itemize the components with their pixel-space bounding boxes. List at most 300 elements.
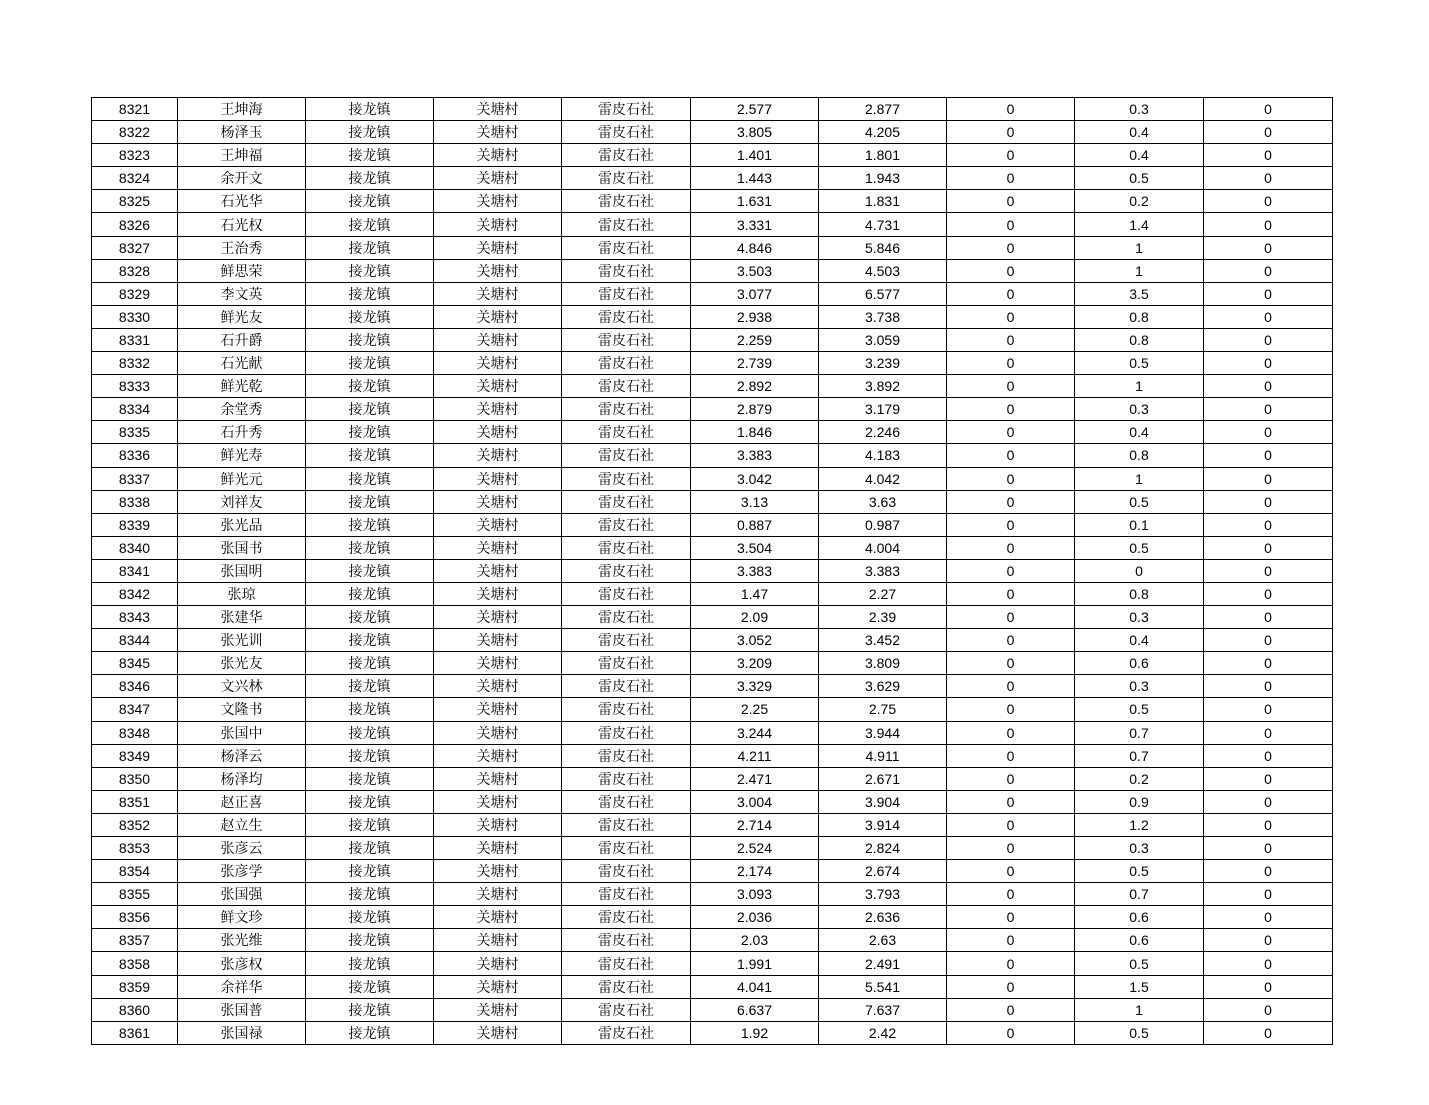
group-cell: 雷皮石社 <box>562 675 691 698</box>
group-cell: 雷皮石社 <box>562 606 691 629</box>
name-cell: 石光权 <box>178 213 306 236</box>
value-b-cell: 5.541 <box>819 975 947 998</box>
group-cell: 雷皮石社 <box>562 883 691 906</box>
name-cell: 杨泽玉 <box>178 121 306 144</box>
table-row <box>92 305 1333 328</box>
id-cell: 8324 <box>92 167 178 190</box>
id-cell: 8355 <box>92 883 178 906</box>
village-cell: 关塘村 <box>434 790 562 813</box>
value-e-cell: 0 <box>1204 305 1333 328</box>
group-cell: 雷皮石社 <box>562 698 691 721</box>
value-c-cell: 0 <box>947 421 1075 444</box>
value-a-cell: 2.577 <box>691 98 819 121</box>
village-cell: 关塘村 <box>434 421 562 444</box>
id-cell: 8329 <box>92 282 178 305</box>
value-a-cell: 4.041 <box>691 975 819 998</box>
group-cell: 雷皮石社 <box>562 952 691 975</box>
table-row <box>92 629 1333 652</box>
name-cell: 王坤福 <box>178 144 306 167</box>
value-c-cell: 0 <box>947 929 1075 952</box>
value-d-cell: 0.5 <box>1075 352 1204 375</box>
village-cell: 关塘村 <box>434 167 562 190</box>
table-row <box>92 190 1333 213</box>
value-b-cell: 3.809 <box>819 652 947 675</box>
village-cell: 关塘村 <box>434 606 562 629</box>
value-e-cell: 0 <box>1204 213 1333 236</box>
id-cell: 8356 <box>92 906 178 929</box>
village-cell: 关塘村 <box>434 813 562 836</box>
value-e-cell: 0 <box>1204 675 1333 698</box>
id-cell: 8326 <box>92 213 178 236</box>
value-a-cell: 3.004 <box>691 790 819 813</box>
village-cell: 关塘村 <box>434 698 562 721</box>
value-a-cell: 3.042 <box>691 467 819 490</box>
value-c-cell: 0 <box>947 536 1075 559</box>
table-row <box>92 98 1333 121</box>
value-e-cell: 0 <box>1204 236 1333 259</box>
value-e-cell: 0 <box>1204 929 1333 952</box>
group-cell: 雷皮石社 <box>562 629 691 652</box>
id-cell: 8334 <box>92 398 178 421</box>
value-d-cell: 0.7 <box>1075 744 1204 767</box>
town-cell: 接龙镇 <box>306 536 434 559</box>
name-cell: 张光维 <box>178 929 306 952</box>
value-c-cell: 0 <box>947 675 1075 698</box>
value-d-cell: 0.1 <box>1075 513 1204 536</box>
group-cell: 雷皮石社 <box>562 790 691 813</box>
value-c-cell: 0 <box>947 975 1075 998</box>
value-b-cell: 3.383 <box>819 559 947 582</box>
id-cell: 8321 <box>92 98 178 121</box>
value-a-cell: 3.329 <box>691 675 819 698</box>
value-e-cell: 0 <box>1204 606 1333 629</box>
id-cell: 8349 <box>92 744 178 767</box>
id-cell: 8351 <box>92 790 178 813</box>
table-row <box>92 490 1333 513</box>
id-cell: 8344 <box>92 629 178 652</box>
town-cell: 接龙镇 <box>306 467 434 490</box>
id-cell: 8359 <box>92 975 178 998</box>
value-e-cell: 0 <box>1204 421 1333 444</box>
town-cell: 接龙镇 <box>306 190 434 213</box>
name-cell: 鲜光寿 <box>178 444 306 467</box>
id-cell: 8347 <box>92 698 178 721</box>
table-row <box>92 467 1333 490</box>
id-cell: 8330 <box>92 305 178 328</box>
value-a-cell: 4.846 <box>691 236 819 259</box>
name-cell: 张光友 <box>178 652 306 675</box>
value-e-cell: 0 <box>1204 98 1333 121</box>
group-cell: 雷皮石社 <box>562 744 691 767</box>
value-c-cell: 0 <box>947 837 1075 860</box>
value-a-cell: 2.03 <box>691 929 819 952</box>
name-cell: 张建华 <box>178 606 306 629</box>
value-c-cell: 0 <box>947 629 1075 652</box>
village-cell: 关塘村 <box>434 282 562 305</box>
value-b-cell: 1.943 <box>819 167 947 190</box>
id-cell: 8350 <box>92 767 178 790</box>
value-b-cell: 6.577 <box>819 282 947 305</box>
name-cell: 张国明 <box>178 559 306 582</box>
name-cell: 鲜光友 <box>178 305 306 328</box>
value-e-cell: 0 <box>1204 998 1333 1021</box>
value-a-cell: 4.211 <box>691 744 819 767</box>
group-cell: 雷皮石社 <box>562 352 691 375</box>
name-cell: 张彦云 <box>178 837 306 860</box>
data-table <box>91 97 1333 1045</box>
value-b-cell: 4.731 <box>819 213 947 236</box>
name-cell: 张彦权 <box>178 952 306 975</box>
town-cell: 接龙镇 <box>306 929 434 952</box>
village-cell: 关塘村 <box>434 582 562 605</box>
value-b-cell: 2.491 <box>819 952 947 975</box>
value-b-cell: 4.911 <box>819 744 947 767</box>
value-b-cell: 3.892 <box>819 375 947 398</box>
table-body <box>92 98 1333 1045</box>
value-b-cell: 3.904 <box>819 790 947 813</box>
value-b-cell: 2.39 <box>819 606 947 629</box>
id-cell: 8336 <box>92 444 178 467</box>
value-d-cell: 1.4 <box>1075 213 1204 236</box>
name-cell: 鲜文珍 <box>178 906 306 929</box>
value-a-cell: 1.92 <box>691 1021 819 1044</box>
group-cell: 雷皮石社 <box>562 860 691 883</box>
name-cell: 石光献 <box>178 352 306 375</box>
town-cell: 接龙镇 <box>306 167 434 190</box>
village-cell: 关塘村 <box>434 121 562 144</box>
town-cell: 接龙镇 <box>306 236 434 259</box>
village-cell: 关塘村 <box>434 236 562 259</box>
group-cell: 雷皮石社 <box>562 167 691 190</box>
value-d-cell: 0.5 <box>1075 490 1204 513</box>
value-c-cell: 0 <box>947 906 1075 929</box>
id-cell: 8338 <box>92 490 178 513</box>
village-cell: 关塘村 <box>434 837 562 860</box>
value-b-cell: 3.738 <box>819 305 947 328</box>
value-c-cell: 0 <box>947 444 1075 467</box>
name-cell: 鲜光元 <box>178 467 306 490</box>
value-c-cell: 0 <box>947 883 1075 906</box>
value-b-cell: 7.637 <box>819 998 947 1021</box>
value-b-cell: 1.801 <box>819 144 947 167</box>
name-cell: 张光训 <box>178 629 306 652</box>
name-cell: 余祥华 <box>178 975 306 998</box>
value-e-cell: 0 <box>1204 790 1333 813</box>
group-cell: 雷皮石社 <box>562 813 691 836</box>
group-cell: 雷皮石社 <box>562 490 691 513</box>
town-cell: 接龙镇 <box>306 559 434 582</box>
group-cell: 雷皮石社 <box>562 582 691 605</box>
value-e-cell: 0 <box>1204 559 1333 582</box>
value-c-cell: 0 <box>947 813 1075 836</box>
id-cell: 8332 <box>92 352 178 375</box>
value-d-cell: 0.5 <box>1075 860 1204 883</box>
village-cell: 关塘村 <box>434 259 562 282</box>
value-e-cell: 0 <box>1204 328 1333 351</box>
town-cell: 接龙镇 <box>306 213 434 236</box>
value-b-cell: 3.452 <box>819 629 947 652</box>
id-cell: 8353 <box>92 837 178 860</box>
town-cell: 接龙镇 <box>306 98 434 121</box>
value-e-cell: 0 <box>1204 467 1333 490</box>
value-a-cell: 3.13 <box>691 490 819 513</box>
town-cell: 接龙镇 <box>306 444 434 467</box>
table-row <box>92 860 1333 883</box>
value-d-cell: 0.8 <box>1075 582 1204 605</box>
id-cell: 8327 <box>92 236 178 259</box>
group-cell: 雷皮石社 <box>562 144 691 167</box>
village-cell: 关塘村 <box>434 675 562 698</box>
value-c-cell: 0 <box>947 352 1075 375</box>
value-c-cell: 0 <box>947 790 1075 813</box>
value-e-cell: 0 <box>1204 490 1333 513</box>
group-cell: 雷皮石社 <box>562 721 691 744</box>
value-b-cell: 3.944 <box>819 721 947 744</box>
name-cell: 余开文 <box>178 167 306 190</box>
value-a-cell: 3.052 <box>691 629 819 652</box>
id-cell: 8335 <box>92 421 178 444</box>
group-cell: 雷皮石社 <box>562 559 691 582</box>
village-cell: 关塘村 <box>434 98 562 121</box>
value-d-cell: 0.5 <box>1075 1021 1204 1044</box>
value-b-cell: 2.42 <box>819 1021 947 1044</box>
group-cell: 雷皮石社 <box>562 305 691 328</box>
table-row <box>92 259 1333 282</box>
town-cell: 接龙镇 <box>306 513 434 536</box>
table-row <box>92 444 1333 467</box>
village-cell: 关塘村 <box>434 398 562 421</box>
group-cell: 雷皮石社 <box>562 375 691 398</box>
town-cell: 接龙镇 <box>306 1021 434 1044</box>
name-cell: 石光华 <box>178 190 306 213</box>
value-c-cell: 0 <box>947 513 1075 536</box>
village-cell: 关塘村 <box>434 860 562 883</box>
value-a-cell: 2.09 <box>691 606 819 629</box>
group-cell: 雷皮石社 <box>562 906 691 929</box>
value-a-cell: 3.209 <box>691 652 819 675</box>
value-b-cell: 4.503 <box>819 259 947 282</box>
group-cell: 雷皮石社 <box>562 652 691 675</box>
value-c-cell: 0 <box>947 721 1075 744</box>
value-d-cell: 0.6 <box>1075 906 1204 929</box>
town-cell: 接龙镇 <box>306 352 434 375</box>
value-d-cell: 0.8 <box>1075 305 1204 328</box>
value-d-cell: 0 <box>1075 559 1204 582</box>
value-a-cell: 3.244 <box>691 721 819 744</box>
value-d-cell: 0.5 <box>1075 536 1204 559</box>
group-cell: 雷皮石社 <box>562 121 691 144</box>
town-cell: 接龙镇 <box>306 883 434 906</box>
group-cell: 雷皮石社 <box>562 1021 691 1044</box>
name-cell: 鲜光乾 <box>178 375 306 398</box>
value-b-cell: 4.004 <box>819 536 947 559</box>
village-cell: 关塘村 <box>434 652 562 675</box>
value-d-cell: 0.3 <box>1075 98 1204 121</box>
value-a-cell: 0.887 <box>691 513 819 536</box>
group-cell: 雷皮石社 <box>562 421 691 444</box>
name-cell: 赵正喜 <box>178 790 306 813</box>
table-row <box>92 328 1333 351</box>
value-a-cell: 2.714 <box>691 813 819 836</box>
value-e-cell: 0 <box>1204 1021 1333 1044</box>
value-c-cell: 0 <box>947 559 1075 582</box>
value-e-cell: 0 <box>1204 144 1333 167</box>
table-row <box>92 652 1333 675</box>
value-d-cell: 0.3 <box>1075 398 1204 421</box>
value-d-cell: 1 <box>1075 236 1204 259</box>
value-d-cell: 0.4 <box>1075 421 1204 444</box>
value-d-cell: 0.7 <box>1075 721 1204 744</box>
town-cell: 接龙镇 <box>306 675 434 698</box>
table-row <box>92 698 1333 721</box>
value-d-cell: 1 <box>1075 998 1204 1021</box>
table-row <box>92 121 1333 144</box>
town-cell: 接龙镇 <box>306 860 434 883</box>
id-cell: 8337 <box>92 467 178 490</box>
value-e-cell: 0 <box>1204 513 1333 536</box>
table-row <box>92 998 1333 1021</box>
value-d-cell: 3.5 <box>1075 282 1204 305</box>
id-cell: 8322 <box>92 121 178 144</box>
village-cell: 关塘村 <box>434 883 562 906</box>
value-a-cell: 2.524 <box>691 837 819 860</box>
name-cell: 鲜思荣 <box>178 259 306 282</box>
table-row <box>92 559 1333 582</box>
id-cell: 8331 <box>92 328 178 351</box>
id-cell: 8361 <box>92 1021 178 1044</box>
value-e-cell: 0 <box>1204 190 1333 213</box>
value-d-cell: 0.5 <box>1075 952 1204 975</box>
name-cell: 杨泽均 <box>178 767 306 790</box>
village-cell: 关塘村 <box>434 144 562 167</box>
group-cell: 雷皮石社 <box>562 398 691 421</box>
value-c-cell: 0 <box>947 744 1075 767</box>
group-cell: 雷皮石社 <box>562 929 691 952</box>
name-cell: 张国书 <box>178 536 306 559</box>
value-b-cell: 1.831 <box>819 190 947 213</box>
table-row <box>92 606 1333 629</box>
village-cell: 关塘村 <box>434 352 562 375</box>
value-c-cell: 0 <box>947 998 1075 1021</box>
value-c-cell: 0 <box>947 375 1075 398</box>
village-cell: 关塘村 <box>434 513 562 536</box>
value-d-cell: 0.5 <box>1075 167 1204 190</box>
group-cell: 雷皮石社 <box>562 213 691 236</box>
town-cell: 接龙镇 <box>306 121 434 144</box>
id-cell: 8358 <box>92 952 178 975</box>
value-a-cell: 1.846 <box>691 421 819 444</box>
value-a-cell: 2.259 <box>691 328 819 351</box>
value-a-cell: 3.503 <box>691 259 819 282</box>
value-d-cell: 0.3 <box>1075 606 1204 629</box>
value-c-cell: 0 <box>947 236 1075 259</box>
value-c-cell: 0 <box>947 952 1075 975</box>
value-b-cell: 3.059 <box>819 328 947 351</box>
name-cell: 文兴林 <box>178 675 306 698</box>
value-d-cell: 1.2 <box>1075 813 1204 836</box>
id-cell: 8328 <box>92 259 178 282</box>
value-c-cell: 0 <box>947 282 1075 305</box>
id-cell: 8342 <box>92 582 178 605</box>
value-e-cell: 0 <box>1204 975 1333 998</box>
name-cell: 文隆书 <box>178 698 306 721</box>
value-e-cell: 0 <box>1204 721 1333 744</box>
name-cell: 张国禄 <box>178 1021 306 1044</box>
value-d-cell: 1 <box>1075 467 1204 490</box>
name-cell: 赵立生 <box>178 813 306 836</box>
village-cell: 关塘村 <box>434 444 562 467</box>
table-row <box>92 813 1333 836</box>
table-row <box>92 144 1333 167</box>
town-cell: 接龙镇 <box>306 952 434 975</box>
table-row <box>92 167 1333 190</box>
value-c-cell: 0 <box>947 490 1075 513</box>
value-e-cell: 0 <box>1204 860 1333 883</box>
value-d-cell: 0.2 <box>1075 767 1204 790</box>
id-cell: 8323 <box>92 144 178 167</box>
village-cell: 关塘村 <box>434 952 562 975</box>
town-cell: 接龙镇 <box>306 629 434 652</box>
value-a-cell: 3.331 <box>691 213 819 236</box>
value-d-cell: 0.6 <box>1075 652 1204 675</box>
value-c-cell: 0 <box>947 167 1075 190</box>
group-cell: 雷皮石社 <box>562 282 691 305</box>
value-c-cell: 0 <box>947 259 1075 282</box>
name-cell: 张国中 <box>178 721 306 744</box>
town-cell: 接龙镇 <box>306 698 434 721</box>
group-cell: 雷皮石社 <box>562 236 691 259</box>
value-c-cell: 0 <box>947 98 1075 121</box>
value-b-cell: 0.987 <box>819 513 947 536</box>
table-row <box>92 975 1333 998</box>
value-d-cell: 0.2 <box>1075 190 1204 213</box>
value-a-cell: 1.443 <box>691 167 819 190</box>
town-cell: 接龙镇 <box>306 906 434 929</box>
name-cell: 张国普 <box>178 998 306 1021</box>
value-c-cell: 0 <box>947 305 1075 328</box>
village-cell: 关塘村 <box>434 906 562 929</box>
value-b-cell: 2.75 <box>819 698 947 721</box>
table-row <box>92 675 1333 698</box>
id-cell: 8325 <box>92 190 178 213</box>
table-row <box>92 721 1333 744</box>
value-e-cell: 0 <box>1204 629 1333 652</box>
town-cell: 接龙镇 <box>306 721 434 744</box>
village-cell: 关塘村 <box>434 375 562 398</box>
value-a-cell: 2.739 <box>691 352 819 375</box>
value-b-cell: 3.629 <box>819 675 947 698</box>
value-b-cell: 2.877 <box>819 98 947 121</box>
value-d-cell: 0.7 <box>1075 883 1204 906</box>
value-e-cell: 0 <box>1204 952 1333 975</box>
group-cell: 雷皮石社 <box>562 837 691 860</box>
name-cell: 张琼 <box>178 582 306 605</box>
value-e-cell: 0 <box>1204 744 1333 767</box>
value-d-cell: 0.5 <box>1075 698 1204 721</box>
value-d-cell: 0.4 <box>1075 121 1204 144</box>
value-e-cell: 0 <box>1204 352 1333 375</box>
value-d-cell: 0.4 <box>1075 629 1204 652</box>
group-cell: 雷皮石社 <box>562 998 691 1021</box>
value-c-cell: 0 <box>947 467 1075 490</box>
table-row <box>92 906 1333 929</box>
value-d-cell: 1.5 <box>1075 975 1204 998</box>
id-cell: 8346 <box>92 675 178 698</box>
group-cell: 雷皮石社 <box>562 98 691 121</box>
village-cell: 关塘村 <box>434 190 562 213</box>
value-a-cell: 2.892 <box>691 375 819 398</box>
village-cell: 关塘村 <box>434 767 562 790</box>
